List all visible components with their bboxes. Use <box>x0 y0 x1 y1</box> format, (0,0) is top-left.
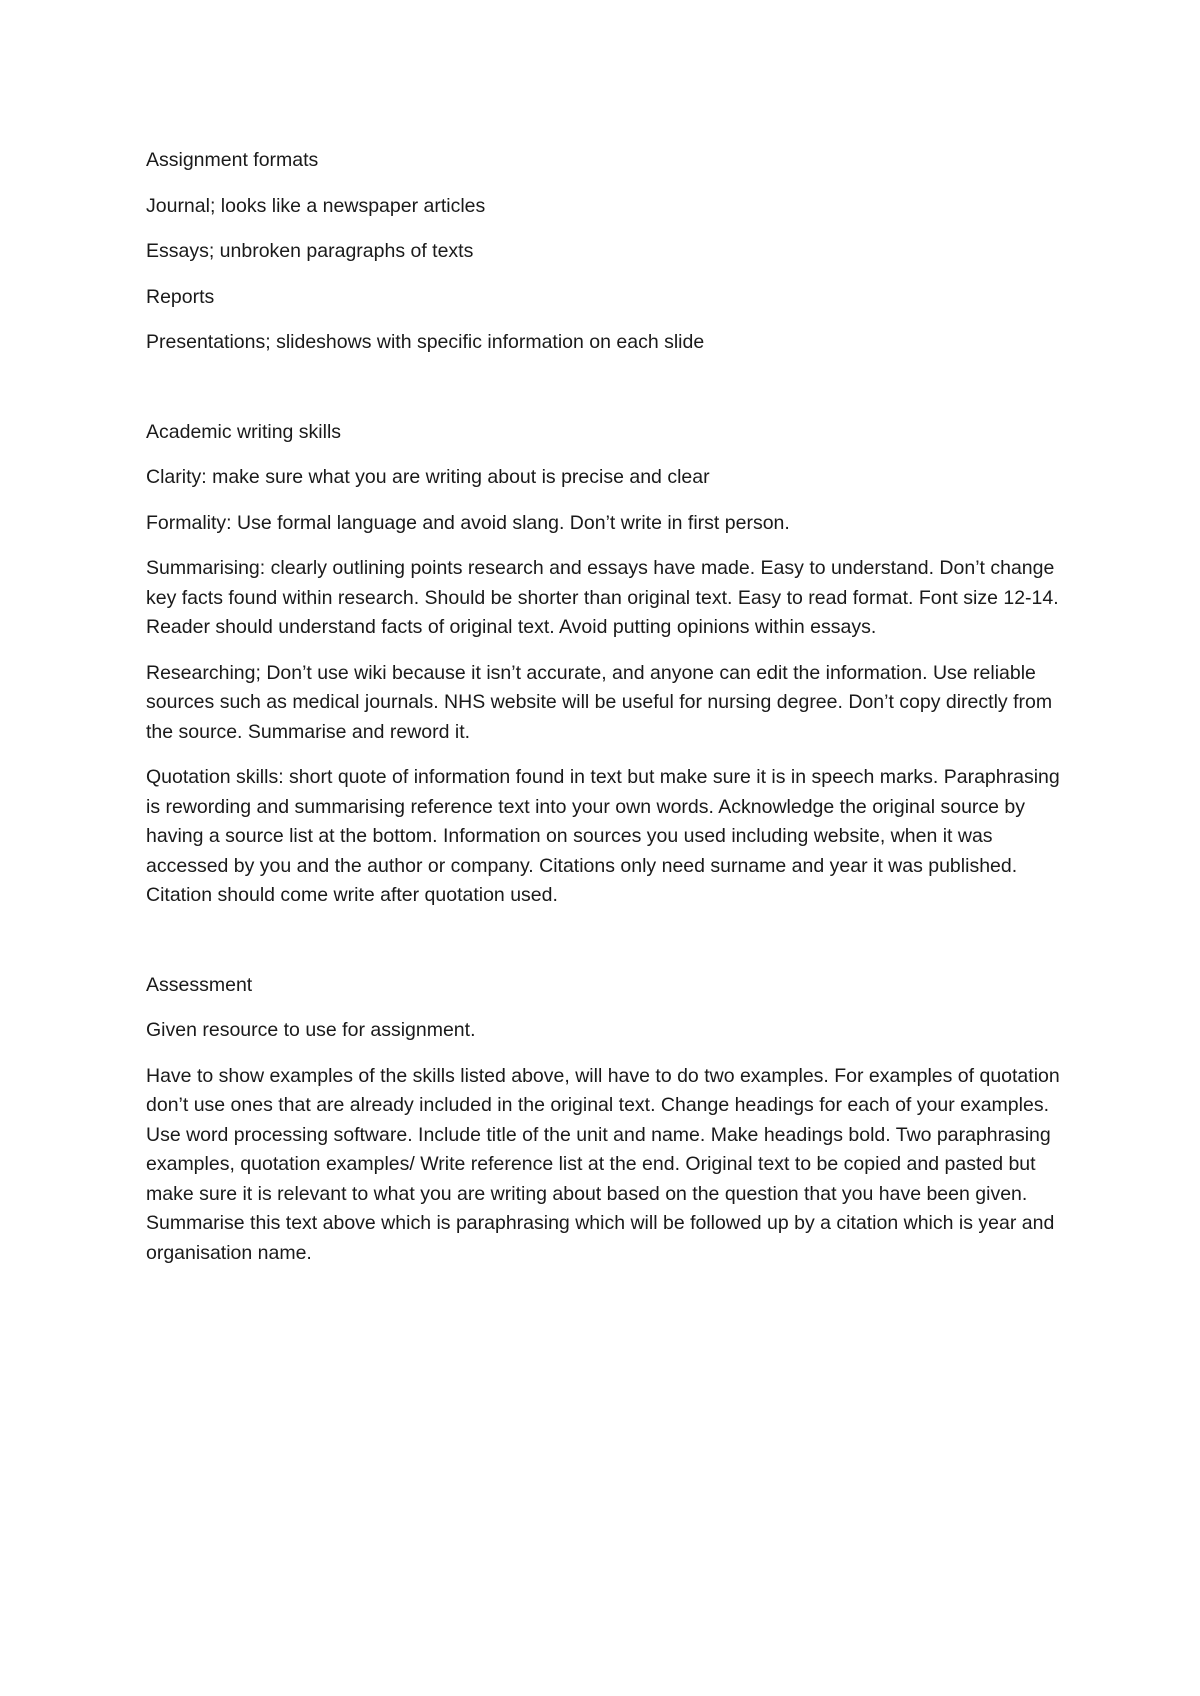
format-item-reports: Reports <box>146 285 215 308</box>
document-body <box>146 146 1068 1284</box>
skill-item-clarity: Clarity: make sure what you are writing about is precise and clear <box>146 466 710 488</box>
assessment-item-resource: Given resource to use for assignment. <box>146 1019 476 1041</box>
skill-item-formality: Formality: Use formal language and avoid slang. Don’t write in first person. <box>146 511 790 534</box>
format-item-presentations: Presentations; slideshows with specific information on each slide <box>146 331 705 353</box>
skill-item-quotation: Quotation skills: short quote of information found in text but make sure it is in speech marks. Paraphrasing is rewording and summarising reference text into your own words. Acknowledge the original source by having a source list at the bottom. Information on sources you used including website, when it was accessed by you and the author or company. Citations only need surname and year it was published. Citation should come write after quotation used. <box>146 766 1060 906</box>
assessment-item-instructions: Have to show examples of the skills listed above, will have to do two examples. For examples of quotation don’t use ones that are already included in the original text. Change headings for each of your examples. Use word processing software. Include title of the unit and name. Make headings bold. Two paraphrasing examples, quotation examples/ Write reference list at the end. Original text to be copied and pasted but make sure it is relevant to what you are writing about based on the question that you have been given. Summarise this text above which is paraphrasing which will be followed up by a citation which is year and organisation name. <box>146 1064 1060 1264</box>
format-item-journal: Journal; looks like a newspaper articles <box>146 194 486 217</box>
skill-item-researching: Researching; Don’t use wiki because it isn’t accurate, and anyone can edit the information. Use reliable sources such as medical journals. NHS website will be useful for nursing degree. Don’t copy directly from the source. Summarise and reword it. <box>146 661 1053 743</box>
section-spacer <box>146 374 1068 418</box>
section-heading-assessment: Assessment <box>146 973 253 996</box>
format-item-essays: Essays; unbroken paragraphs of texts <box>146 240 474 262</box>
section-heading-academic-writing-skills: Academic writing skills <box>146 420 342 443</box>
section-heading-assignment-formats: Assignment formats <box>146 149 319 171</box>
skill-item-summarising: Summarising: clearly outlining points research and essays have made. Easy to understand. Don’t change key facts found within research. Should be shorter than original text. Easy to read format. Font size 12-14. Reader should understand facts of original text. Avoid putting opinions within essays. <box>146 557 1059 638</box>
section-spacer <box>146 927 1068 971</box>
